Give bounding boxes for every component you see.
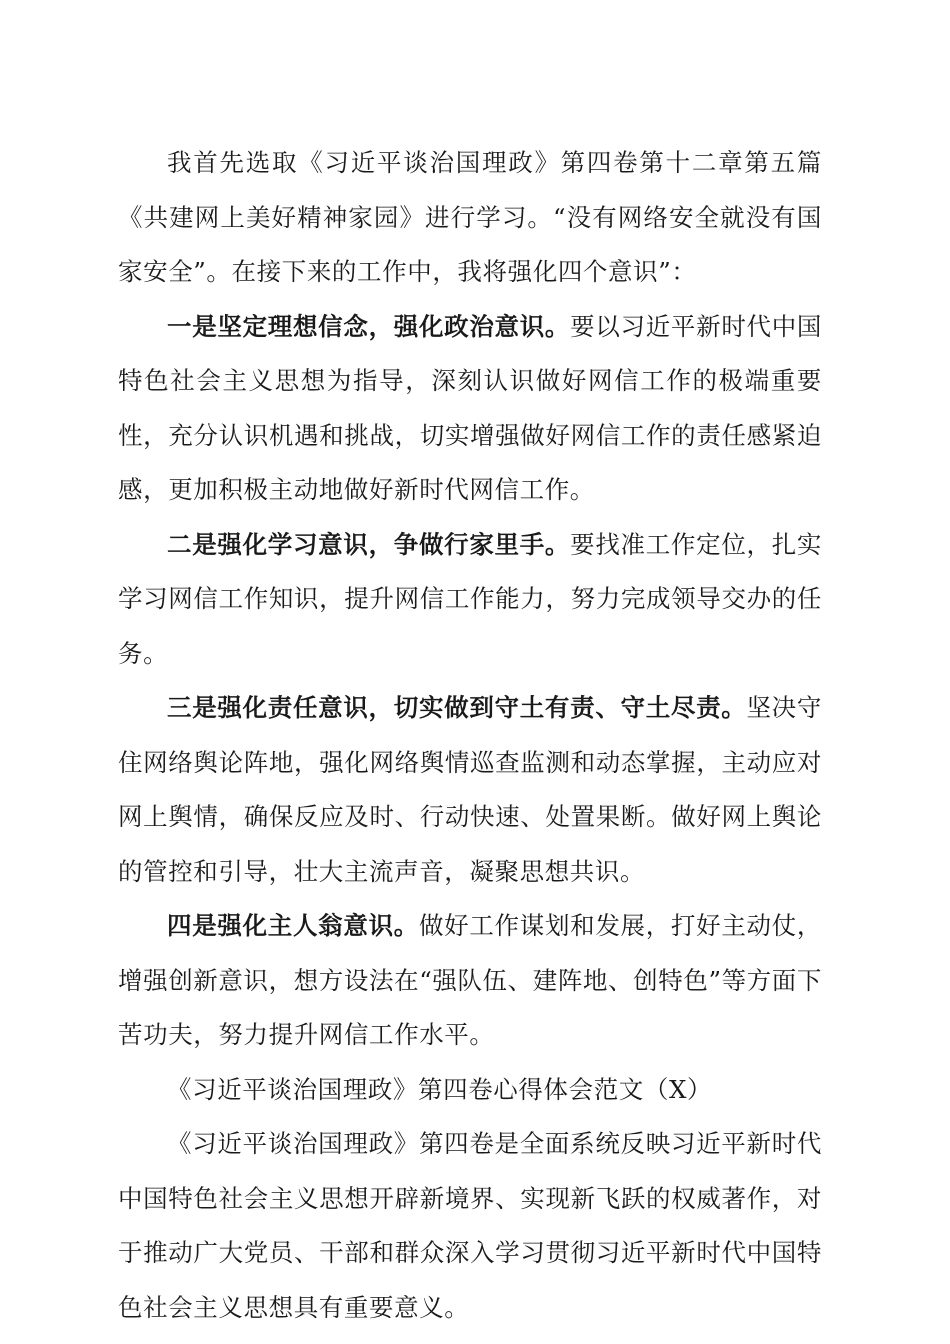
paragraph-text: 我首先选取《习近平谈治国理政》第四卷第十二章第五篇《共建网上美好精神家园》进行学习。“没有网络安全就没有国家安全”。在接下来的工作中，我将强化四个意识”： <box>118 148 822 286</box>
paragraph-point-three <box>118 681 822 899</box>
paragraph-lead: 三是强化责任意识，切实做到守土有责、守土尽责。 <box>167 693 747 722</box>
paragraph-text: 做好工作谋划和发展，打好主动仗，增强创新意识，想方设法在“强队伍、建阵地、创特色”等方面下苦功夫，努力提升网信工作水平。 <box>118 911 823 1049</box>
paragraph-intro <box>118 136 822 300</box>
paragraph-text: 要以习近平新时代中国特色社会主义思想为指导，深刻认识做好网信工作的极端重要性，充分认识机遇和挑战，切实增强做好网信工作的责任感紧迫感，更加积极主动地做好新时代网信工作。 <box>118 311 823 504</box>
paragraph-lead: 一是坚定理想信念，强化政治意识。 <box>167 311 571 341</box>
paragraph-text: 《习近平谈治国理政》第四卷是全面系统反映习近平新时代中国特色社会主义思想开辟新境界、实现新飞跃的权威著作，对于推动广大党员、干部和群众深入学习贯彻习近平新时代中国特色社会主义思想具有重要意义。 <box>118 1129 822 1322</box>
paragraph-point-one <box>118 300 822 518</box>
paragraph-point-two <box>118 518 822 682</box>
paragraph-point-four <box>118 899 822 1063</box>
paragraph-text: 坚决守住网络舆论阵地，强化网络舆情巡查监测和动态掌握，主动应对网上舆情，确保反应及时、行动快速、处置果断。做好网上舆论的管控和引导，壮大主流声音，凝聚思想共识。 <box>118 693 822 886</box>
document-body <box>118 136 822 1335</box>
paragraph-closing <box>118 1117 822 1335</box>
paragraph-lead: 二是强化学习意识，争做行家里手。 <box>167 529 571 559</box>
section-title <box>118 1063 822 1118</box>
paragraph-text: 要找准工作定位，扎实学习网信工作知识，提升网信工作能力，努力完成领导交办的任务。 <box>118 529 823 668</box>
section-title-text: 《习近平谈治国理政》第四卷心得体会范文（X） <box>167 1074 713 1104</box>
paragraph-lead: 四是强化主人翁意识。 <box>167 911 419 940</box>
